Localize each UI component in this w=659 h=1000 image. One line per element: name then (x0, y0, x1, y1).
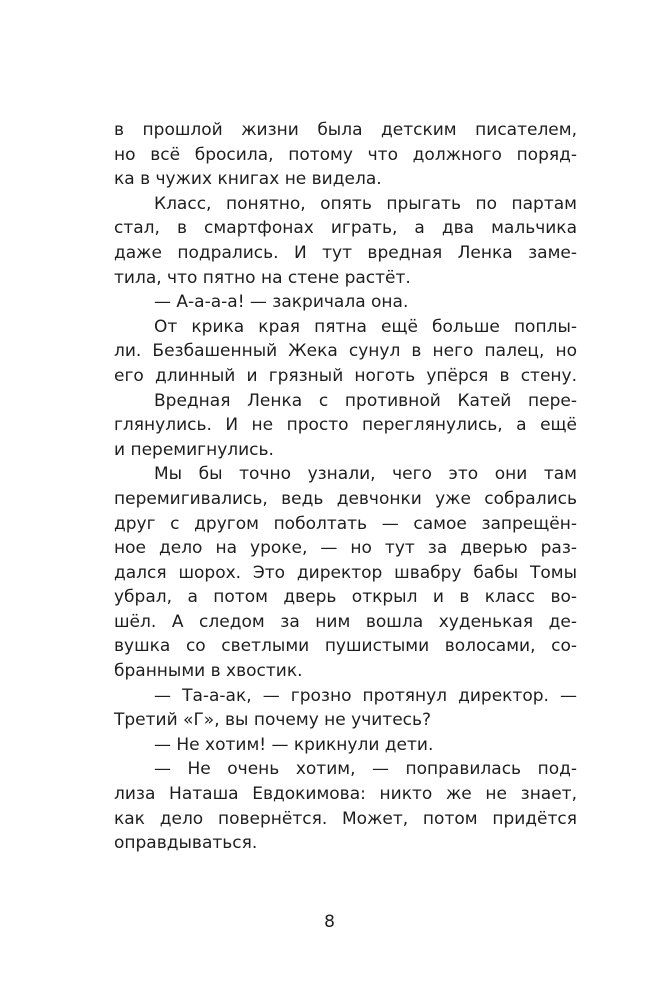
text-line-22: вушка со светлыми пушистыми волосами, со- (114, 636, 577, 657)
text-line-15: Мы бы точно узнали, чего это они там (154, 464, 577, 485)
text-line-20: убрал, а потом дверь открыл и в класс во- (114, 587, 577, 608)
body-text (114, 118, 577, 856)
text-line-28: лиза Наташа Евдокимова: никто же не знает, (114, 784, 577, 805)
text-line-1: в прошлой жизни была детским писателем, (114, 120, 577, 140)
text-line-7: тила, что пятно на стене растёт. (114, 267, 411, 288)
text-line-16: перемигивались, ведь девчонки уже собрались (114, 488, 577, 509)
text-line-25: Третий «Г», вы почему не учитесь? (114, 710, 432, 731)
text-line-6: даже подрались. И тут вредная Ленка заме- (114, 242, 577, 263)
text-line-5: стал, в смартфонах играть, а два мальчика (114, 218, 577, 239)
text-line-8: — А-а-а-а! — закричала она. (154, 292, 409, 313)
text-line-2: но всё бросила, потому что должного поряд- (114, 144, 577, 165)
text-line-27: — Не очень хотим, — поправилась под- (154, 759, 577, 780)
text-line-3: ка в чужих книгах не видела. (114, 169, 382, 190)
text-line-19: дался шорох. Это директор швабру бабы Томы (114, 562, 577, 583)
text-line-10: ли. Безбашенный Жека сунул в него палец, но (114, 341, 577, 362)
text-line-30: оправдываться. (114, 833, 258, 854)
text-line-4: Класс, понятно, опять прыгать по партам (154, 193, 577, 214)
page-number: 8 (324, 912, 335, 932)
text-line-26: — Не хотим! — крикнули дети. (154, 734, 434, 755)
text-line-24: — Та-а-ак, — грозно протянул директор. — (154, 685, 577, 706)
text-line-18: ное дело на уроке, — но тут за дверью раз- (114, 538, 577, 559)
text-line-9: От крика края пятна ещё больше поплы- (154, 316, 577, 337)
text-line-17: друг с другом поболтать — самое запрещён- (114, 513, 577, 534)
text-line-29: как дело повернётся. Может, потом придётся (114, 808, 577, 829)
text-line-12: Вредная Ленка с противной Катей пере- (154, 390, 577, 411)
text-line-11: его длинный и грязный ноготь упёрся в стену. (114, 365, 577, 386)
text-line-21: шёл. А следом за ним вошла худенькая де- (114, 611, 577, 632)
text-line-23: бранными в хвостик. (114, 661, 303, 682)
text-line-13: глянулись. И не просто переглянулись, а ещё (114, 415, 577, 436)
text-line-14: и перемигнулись. (114, 439, 274, 460)
